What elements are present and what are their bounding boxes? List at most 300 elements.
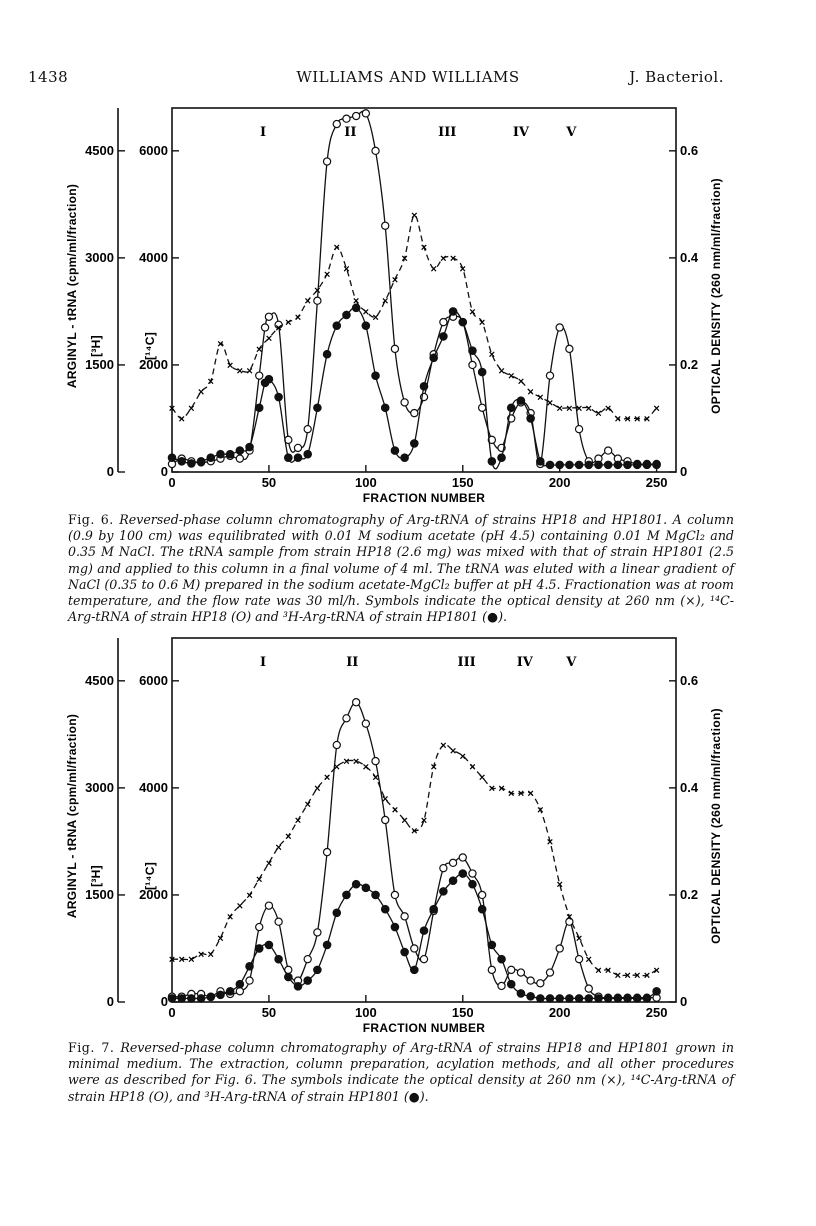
data-point-x: × [265, 333, 273, 346]
data-point-filled [575, 461, 583, 469]
data-point-x: × [527, 386, 534, 399]
data-point-filled [372, 372, 380, 380]
data-point-x: × [207, 376, 214, 388]
fig6-caption-label: Fig. 6. [68, 512, 114, 527]
data-point-filled [343, 311, 351, 319]
data-point-x: × [236, 900, 244, 913]
data-point-open [575, 426, 582, 433]
data-point-filled [217, 450, 225, 458]
data-point-filled [585, 461, 593, 469]
data-point-x: × [197, 948, 205, 961]
data-point-x: × [362, 306, 370, 319]
data-point-x: × [207, 948, 214, 961]
data-point-x: × [323, 772, 331, 785]
data-point-filled [401, 948, 409, 956]
data-point-filled [246, 443, 254, 451]
data-point-open [362, 720, 369, 727]
data-point-open [323, 158, 330, 165]
data-point-filled [168, 454, 176, 462]
data-point-open [556, 945, 563, 952]
data-point-filled [391, 447, 399, 455]
data-point-filled [566, 995, 574, 1003]
data-point-x: × [624, 413, 631, 426]
data-point-open [391, 345, 398, 352]
data-point-x: × [430, 761, 437, 774]
data-point-filled [614, 995, 622, 1003]
data-point-x: × [634, 970, 641, 983]
data-point-open [236, 988, 243, 995]
data-point-filled [546, 461, 554, 469]
data-point-filled [333, 322, 341, 330]
data-point-x: × [653, 964, 660, 977]
data-point-x: × [449, 252, 457, 265]
data-point-filled [614, 461, 622, 469]
data-point-open [382, 222, 389, 229]
data-point-filled [401, 454, 409, 462]
data-point-open [304, 956, 311, 963]
data-point-x: × [527, 788, 534, 801]
data-point-open [256, 923, 263, 930]
data-point-open [314, 929, 321, 936]
data-point-open [353, 699, 360, 706]
data-point-open [294, 444, 301, 451]
data-point-x: × [546, 836, 554, 849]
data-point-filled [633, 995, 641, 1003]
data-point-x: × [469, 761, 476, 774]
data-point-filled [469, 347, 477, 355]
data-point-filled [265, 941, 273, 949]
data-point-open [411, 945, 418, 952]
data-point-filled [556, 995, 564, 1003]
data-point-filled [595, 461, 603, 469]
x-tick-label: 100 [354, 475, 377, 490]
data-point-filled [633, 461, 641, 469]
data-point-x: × [440, 740, 447, 753]
data-point-open [401, 913, 408, 920]
x-tick-label: 50 [261, 1005, 277, 1020]
data-point-filled [537, 995, 545, 1003]
right-axis-title: OPTICAL DENSITY (260 nm/ml/fraction) [709, 708, 723, 944]
data-point-x: × [575, 402, 583, 415]
c14-tick-label: 2000 [139, 356, 168, 372]
data-point-x: × [653, 402, 660, 415]
data-point-x: × [643, 413, 651, 426]
h3-axis-title: [³H] [89, 335, 103, 357]
data-point-open [256, 372, 263, 379]
data-point-filled [498, 955, 506, 963]
data-point-x: × [294, 311, 302, 324]
c14-axis-title: [¹⁴C] [143, 331, 157, 361]
data-point-open [314, 297, 321, 304]
data-point-x: × [478, 772, 486, 785]
data-point-filled [527, 992, 535, 1000]
data-point-x: × [517, 788, 525, 801]
data-point-x: × [420, 815, 428, 827]
data-point-x: × [614, 970, 622, 983]
data-point-filled [217, 991, 225, 999]
series-line [172, 702, 660, 998]
peak-label: I [260, 655, 267, 670]
data-point-x: × [226, 359, 234, 372]
data-point-x: × [401, 815, 408, 827]
data-point-x: × [304, 295, 311, 308]
data-point-filled [517, 990, 525, 998]
data-point-x: × [178, 413, 185, 426]
data-point-open [469, 870, 476, 877]
data-point-x: × [517, 376, 525, 388]
data-point-filled [566, 461, 574, 469]
data-point-x: × [614, 413, 622, 426]
data-point-x: × [508, 788, 515, 801]
data-point-x: × [256, 343, 263, 356]
h3-tick-label: 4500 [85, 672, 114, 688]
data-point-filled [246, 963, 254, 971]
data-point-filled [624, 995, 632, 1003]
data-point-x: × [643, 970, 651, 983]
data-point-filled [585, 995, 593, 1003]
data-point-x: × [275, 322, 282, 335]
data-point-open [236, 455, 243, 462]
data-point-filled [507, 980, 515, 988]
data-point-filled [265, 375, 273, 383]
data-point-open [391, 891, 398, 898]
data-point-x: × [459, 750, 466, 763]
data-point-filled [411, 966, 419, 974]
data-point-filled [343, 891, 351, 899]
data-point-x: × [575, 932, 583, 945]
fig6-chart [0, 90, 816, 510]
data-point-open [411, 410, 418, 417]
peak-label: IV [512, 125, 530, 140]
data-point-x: × [488, 349, 496, 362]
data-point-x: × [236, 365, 244, 378]
data-point-x: × [217, 932, 224, 945]
data-point-x: × [498, 365, 505, 378]
data-point-x: × [604, 402, 612, 415]
data-point-open [304, 426, 311, 433]
peak-label: II [344, 125, 357, 140]
data-point-filled [207, 454, 215, 462]
c14-tick-label: 4000 [139, 249, 168, 265]
data-point-x: × [323, 268, 331, 281]
data-point-open [556, 324, 563, 331]
h3-tick-label: 0 [106, 464, 114, 479]
data-point-filled [236, 980, 244, 988]
fig6-caption-text: Reversed-phase column chromatography of Arg-tRNA of strains HP18 and HP1801. A column (0.9 by 100 cm) was equilibrated with 0.01 M sodium acetate (pH 4.5) containing 0.01 M MgCl₂ and 0.35 M NaCl. The tRNA sample from strain HP18 (2.6 mg) was mixed with that of strain HP1801 (2.5 mg) and applied to this column in a final volume of 4 ml. The tRNA was eluted with a linear gradient of NaCl (0.35 to 0.6 M) prepared in the sodium acetate-MgCl₂ buffer at pH 4.5. Fractionation was at room temperature, and the flow rate was 30 ml/h. Symbols indicate the optical density at 260 nm (×), ¹⁴C-Arg-tRNA of strain HP18 (O) and ³H-Arg-tRNA of strain HP1801 (●). [68, 512, 734, 625]
data-point-x: × [478, 317, 486, 330]
data-point-open [469, 361, 476, 368]
data-point-open [585, 985, 592, 992]
data-point-filled [575, 995, 583, 1003]
data-point-filled [381, 905, 389, 913]
peak-label: III [457, 655, 476, 670]
peak-label: I [260, 125, 267, 140]
data-point-x: × [168, 402, 176, 415]
h3-tick-label: 3000 [85, 779, 114, 795]
data-point-filled [323, 350, 331, 358]
data-point-filled [314, 404, 322, 412]
data-point-filled [449, 308, 457, 316]
data-point-open [343, 715, 350, 722]
data-point-x: × [411, 825, 418, 838]
data-point-open [498, 982, 505, 989]
data-point-filled [440, 333, 448, 341]
data-point-x: × [246, 365, 253, 378]
data-point-x: × [411, 210, 418, 223]
data-point-filled [449, 877, 457, 885]
data-point-x: × [256, 873, 263, 886]
data-point-x: × [372, 772, 379, 785]
c14-tick-label: 4000 [139, 779, 168, 795]
od-tick-label: 0.4 [680, 249, 699, 265]
data-point-x: × [168, 954, 176, 967]
data-point-filled [226, 987, 234, 995]
data-point-filled [362, 322, 370, 330]
peak-label: II [346, 655, 359, 670]
data-point-open [527, 977, 534, 984]
data-point-x: × [488, 782, 496, 795]
data-point-filled [498, 454, 506, 462]
data-point-x: × [352, 295, 360, 308]
data-point-open [517, 969, 524, 976]
data-point-filled [333, 909, 341, 917]
data-point-open [401, 399, 408, 406]
data-point-x: × [391, 804, 399, 817]
data-point-filled [430, 354, 438, 362]
data-point-filled [352, 880, 360, 888]
h3-tick-label: 1500 [85, 886, 114, 902]
data-point-open [372, 758, 379, 765]
data-point-filled [478, 905, 486, 913]
od-tick-label: 0.2 [680, 886, 699, 902]
data-point-filled [420, 927, 428, 935]
data-point-filled [507, 404, 515, 412]
data-point-x: × [275, 841, 282, 854]
data-point-open [479, 404, 486, 411]
data-point-open [353, 112, 360, 119]
od-tick-label: 0 [680, 994, 688, 1009]
data-point-filled [459, 870, 467, 878]
data-point-filled [517, 397, 525, 405]
fig7-caption-label: Fig. 7. [68, 1040, 115, 1055]
left-axis-title: ARGINYL - tRNA (cpm/ml/fraction) [65, 713, 79, 919]
data-point-filled [420, 383, 428, 391]
x-tick-label: 200 [548, 1005, 571, 1020]
data-point-open [459, 854, 466, 861]
data-point-filled [255, 404, 263, 412]
c14-axis-title: [¹⁴C] [143, 861, 157, 891]
data-point-x: × [595, 408, 602, 421]
x-tick-label: 100 [354, 1005, 377, 1020]
data-point-filled [430, 905, 438, 913]
data-point-filled [362, 884, 370, 892]
peak-label: V [566, 125, 577, 140]
data-point-open [333, 120, 340, 127]
data-point-filled [285, 454, 293, 462]
x-tick-label: 250 [645, 475, 668, 490]
data-point-x: × [449, 745, 457, 758]
data-point-x: × [333, 761, 340, 774]
data-point-filled [178, 457, 186, 465]
data-point-filled [653, 987, 661, 995]
data-point-open [449, 859, 456, 866]
data-point-x: × [343, 756, 350, 769]
data-point-filled [285, 973, 293, 981]
data-point-x: × [430, 263, 437, 276]
data-point-filled [391, 923, 399, 931]
x-tick-label: 250 [645, 1005, 668, 1020]
x-tick-label: 150 [451, 1005, 474, 1020]
data-point-filled [488, 457, 496, 465]
data-point-x: × [401, 252, 408, 265]
data-point-x: × [188, 402, 195, 415]
data-point-x: × [197, 386, 205, 399]
data-point-x: × [382, 793, 389, 806]
left-axis-title: ARGINYL - tRNA (cpm/ml/fraction) [65, 183, 79, 389]
c14-tick-label: 0 [160, 464, 168, 479]
data-point-filled [440, 888, 448, 896]
data-point-x: × [382, 295, 389, 308]
data-point-x: × [343, 263, 350, 276]
data-point-x: × [265, 857, 273, 870]
data-point-filled [236, 447, 244, 455]
data-point-open [440, 865, 447, 872]
running-head-authors: WILLIAMS AND WILLIAMS [296, 68, 520, 86]
data-point-x: × [595, 964, 602, 977]
series-line [172, 873, 660, 998]
h3-tick-label: 0 [106, 994, 114, 1009]
data-point-filled [469, 880, 477, 888]
data-point-filled [537, 457, 545, 465]
fig6-caption [68, 512, 734, 625]
data-point-x: × [459, 263, 466, 276]
data-point-x: × [508, 370, 515, 383]
data-point-open [605, 447, 612, 454]
od-tick-label: 0.6 [680, 142, 699, 158]
data-point-open [265, 902, 272, 909]
data-point-x: × [372, 311, 379, 324]
h3-tick-label: 3000 [85, 249, 114, 265]
data-point-x: × [546, 397, 554, 410]
data-point-filled [556, 461, 564, 469]
data-point-open [420, 956, 427, 963]
data-point-filled [188, 460, 196, 468]
data-point-filled [411, 440, 419, 448]
series-line [172, 215, 660, 419]
data-point-filled [372, 891, 380, 899]
data-point-filled [488, 941, 496, 949]
data-point-filled [478, 368, 486, 376]
data-point-x: × [585, 954, 592, 967]
data-point-filled [643, 461, 651, 469]
series-line [172, 744, 660, 977]
data-point-x: × [314, 285, 321, 297]
data-point-filled [604, 461, 612, 469]
data-point-open [362, 110, 369, 117]
data-point-x: × [246, 889, 253, 902]
data-point-filled [643, 995, 651, 1003]
data-point-x: × [566, 911, 573, 924]
data-point-open [479, 891, 486, 898]
data-point-open [508, 966, 515, 973]
data-point-x: × [624, 970, 631, 983]
data-point-x: × [391, 274, 399, 287]
od-tick-label: 0 [680, 464, 688, 479]
data-point-open [546, 372, 553, 379]
data-point-filled [255, 945, 263, 953]
data-point-filled [275, 955, 283, 963]
data-point-filled [188, 995, 196, 1003]
data-point-filled [207, 993, 215, 1001]
od-tick-label: 0.4 [680, 779, 699, 795]
data-point-filled [381, 404, 389, 412]
data-point-open [566, 345, 573, 352]
data-point-open [343, 115, 350, 122]
data-point-x: × [285, 831, 292, 844]
data-point-x: × [556, 879, 563, 892]
data-point-open [546, 969, 553, 976]
data-point-open [372, 147, 379, 154]
data-point-x: × [585, 402, 592, 415]
fig7-caption [68, 1040, 734, 1105]
x-tick-label: 0 [168, 1005, 176, 1020]
data-point-filled [294, 982, 302, 990]
x-axis-title: FRACTION NUMBER [362, 1021, 486, 1035]
h3-axis-title: [³H] [89, 865, 103, 887]
h3-tick-label: 1500 [85, 356, 114, 372]
data-point-open [265, 313, 272, 320]
x-tick-label: 200 [548, 475, 571, 490]
data-point-x: × [188, 954, 195, 967]
right-axis-title: OPTICAL DENSITY (260 nm/ml/fraction) [709, 178, 723, 414]
c14-tick-label: 6000 [139, 142, 168, 158]
data-point-filled [459, 318, 467, 326]
data-point-filled [595, 995, 603, 1003]
data-point-open [537, 980, 544, 987]
data-point-x: × [604, 964, 612, 977]
data-point-filled [304, 977, 312, 985]
data-point-open [323, 849, 330, 856]
od-tick-label: 0.2 [680, 356, 699, 372]
data-point-filled [168, 995, 176, 1003]
data-point-filled [304, 450, 312, 458]
data-point-x: × [217, 338, 224, 351]
data-point-filled [546, 995, 554, 1003]
data-point-x: × [498, 782, 505, 795]
data-point-filled [323, 941, 331, 949]
c14-tick-label: 6000 [139, 672, 168, 688]
data-point-filled [275, 393, 283, 401]
peak-label: III [438, 125, 457, 140]
data-point-open [275, 918, 282, 925]
data-point-x: × [178, 954, 185, 967]
page-number: 1438 [28, 68, 69, 86]
data-point-x: × [556, 402, 563, 415]
running-head-journal: J. Bacteriol. [629, 68, 724, 86]
data-point-filled [226, 450, 234, 458]
data-point-x: × [469, 306, 476, 319]
data-point-x: × [634, 413, 641, 426]
data-point-x: × [333, 242, 340, 255]
data-point-open [333, 741, 340, 748]
data-point-filled [653, 461, 661, 469]
data-point-x: × [420, 242, 428, 255]
x-tick-label: 0 [168, 475, 176, 490]
data-point-x: × [314, 782, 321, 795]
data-point-x: × [352, 756, 360, 769]
data-point-x: × [294, 815, 302, 827]
fig7-caption-text: Reversed-phase column chromatography of Arg-tRNA of strains HP18 and HP1801 grown in minimal medium. The extraction, column preparation, acylation methods, and all other procedures were as described for Fig. 6. The symbols indicate the optical density at 260 nm (×), ¹⁴C-Arg-tRNA of strain HP18 (O), and ³H-Arg-tRNA of strain HP1801 (●). [68, 1040, 734, 1104]
